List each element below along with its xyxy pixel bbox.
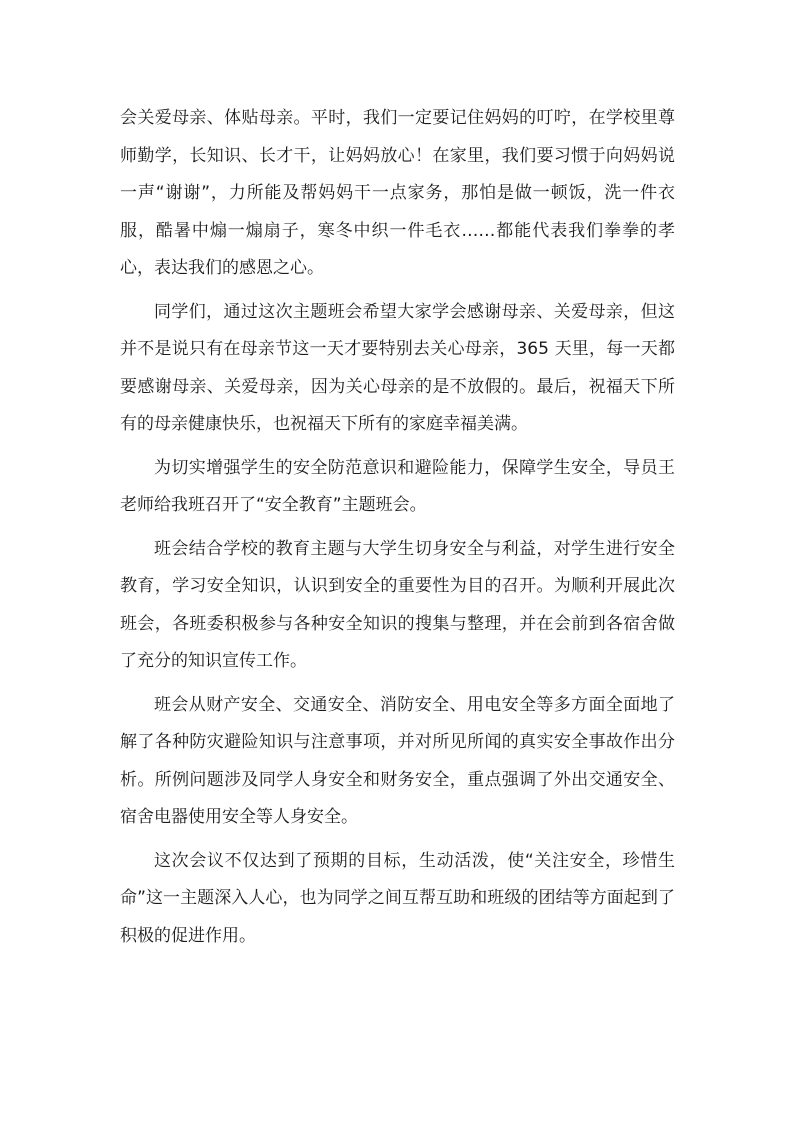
paragraph-safety-intro: 为切实增强学生的安全防范意识和避险能力，保障学生安全，导员王老师给我班召开了“安全教育”主题班会。 <box>120 457 675 515</box>
document-body <box>120 100 675 961</box>
paragraph-mothers-day-closing: 同学们，通过这次主题班会希望大家学会感谢母亲、关爱母亲，但这并不是说只有在母亲节这一天才要特别去关心母亲，365 天里，每一天都要感谢母亲、关爱母亲，因为关心母亲的是不放假的。最后，祝福天下所有的母亲健康快乐，也祝福天下所有的家庭幸福美满。 <box>120 301 675 434</box>
paragraph-safety-conclusion: 这次会议不仅达到了预期的目标，生动活泼，使“关注安全，珍惜生命”这一主题深入人心，也为同学之间互帮互助和班级的团结等方面起到了积极的促进作用。 <box>120 850 675 946</box>
paragraph-safety-topics: 班会从财产安全、交通安全、消防安全、用电安全等多方面全面地了解了各种防灾避险知识与注意事项，并对所见所闻的真实安全事故作出分析。所例问题涉及同学人身安全和财务安全，重点强调了外出交通安全、宿舍电器使用安全等人身安全。 <box>120 694 675 827</box>
paragraph-safety-purpose: 班会结合学校的教育主题与大学生切身安全与利益，对学生进行安全教育，学习安全知识，认识到安全的重要性为目的召开。为顺利开展此次班会，各班委积极参与各种安全知识的搜集与整理，并在会前到各宿舍做了充分的知识宣传工作。 <box>120 538 675 671</box>
paragraph-continuation: 会关爱母亲、体贴母亲。平时，我们一定要记住妈妈的叮咛，在学校里尊师勤学，长知识、长才干，让妈妈放心！在家里，我们要习惯于向妈妈说一声“谢谢”，力所能及帮妈妈干一点家务，那怕是做一顿饭，洗一件衣服，酷暑中煽一煽扇子，寒冬中织一件毛衣……都能代表我们拳拳的孝心，表达我们的感恩之心。 <box>120 108 675 278</box>
